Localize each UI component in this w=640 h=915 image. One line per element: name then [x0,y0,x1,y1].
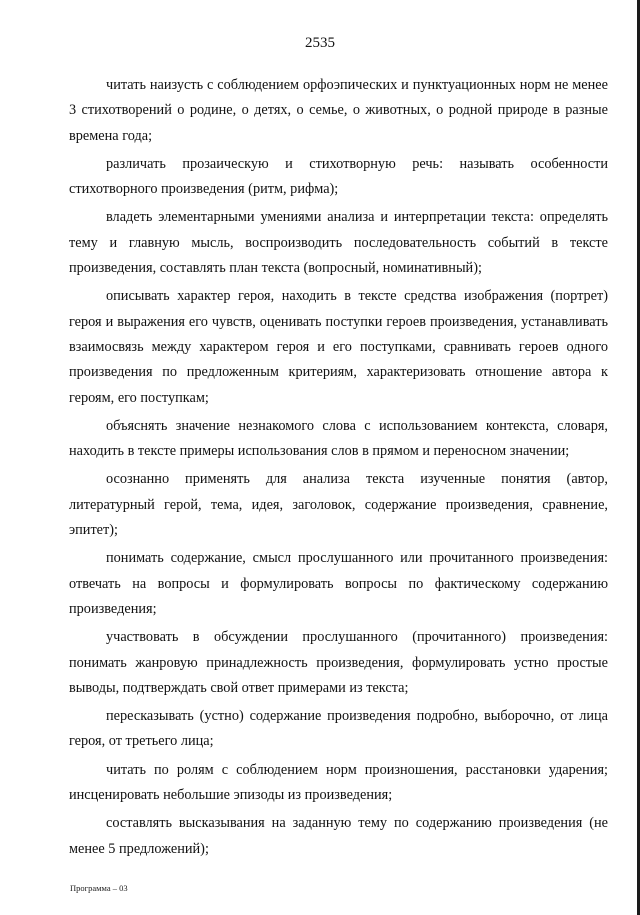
page-number: 2535 [305,35,335,51]
body-text [69,73,608,865]
paragraph-discussion: участвовать в обсуждении прослушанного (прочитанного) произведения: понимать жанровую принадлежность произведения, формулировать устно простые выводы, подтверждать свой ответ примерами из текста; [69,629,608,696]
paragraph-retelling: пересказывать (устно) содержание произведения подробно, выборочно, от лица героя, от третьего лица; [69,708,608,750]
paragraph-word-meaning: объяснять значение незнакомого слова с использованием контекста, словаря, находить в тексте примеры использования слов в прямом и переносном значении; [69,417,608,460]
footer-label: Программа – 03 [70,883,128,893]
paragraph-recite-poems: читать наизусть с соблюдением орфоэпических и пунктуационных норм не менее 3 стихотворений о родине, о детях, о семье, о животных, о родной природе в разные времена года; [69,77,608,144]
paragraph-role-reading: читать по ролям с соблюдением норм произношения, расстановки ударения; инсценировать небольшие эпизоды из произведения; [69,761,608,804]
paragraph-literary-concepts: осознанно применять для анализа текста изученные понятия (автор, литературный герой, тема, идея, заголовок, содержание произведения, сравнение, эпитет); [69,471,608,539]
paragraph-prose-vs-verse: различать прозаическую и стихотворную речь: называть особенности стихотворного произведения (ритм, рифма); [69,155,608,198]
paragraph-hero-character: описывать характер героя, находить в тексте средства изображения (портрет) героя и выражения его чувств, оценивать поступки героев произведения, устанавливать взаимосвязь между характером героя и его поступками, сравнивать героев одного произведения по предложенным критериям, характеризовать отношение автора к героям, его поступкам; [69,288,608,406]
paragraph-text-analysis: владеть элементарными умениями анализа и интерпретации текста: определять тему и главную мысль, воспроизводить последовательность событий в тексте произведения, составлять план текста (вопросный, номинативный); [69,209,608,277]
paragraph-compose-statements: составлять высказывания на заданную тему по содержанию произведения (не менее 5 предложений); [69,815,608,857]
paragraph-comprehension: понимать содержание, смысл прослушанного или прочитанного произведения: отвечать на вопросы и формулировать вопросы по фактическому содержанию произведения; [69,550,608,617]
